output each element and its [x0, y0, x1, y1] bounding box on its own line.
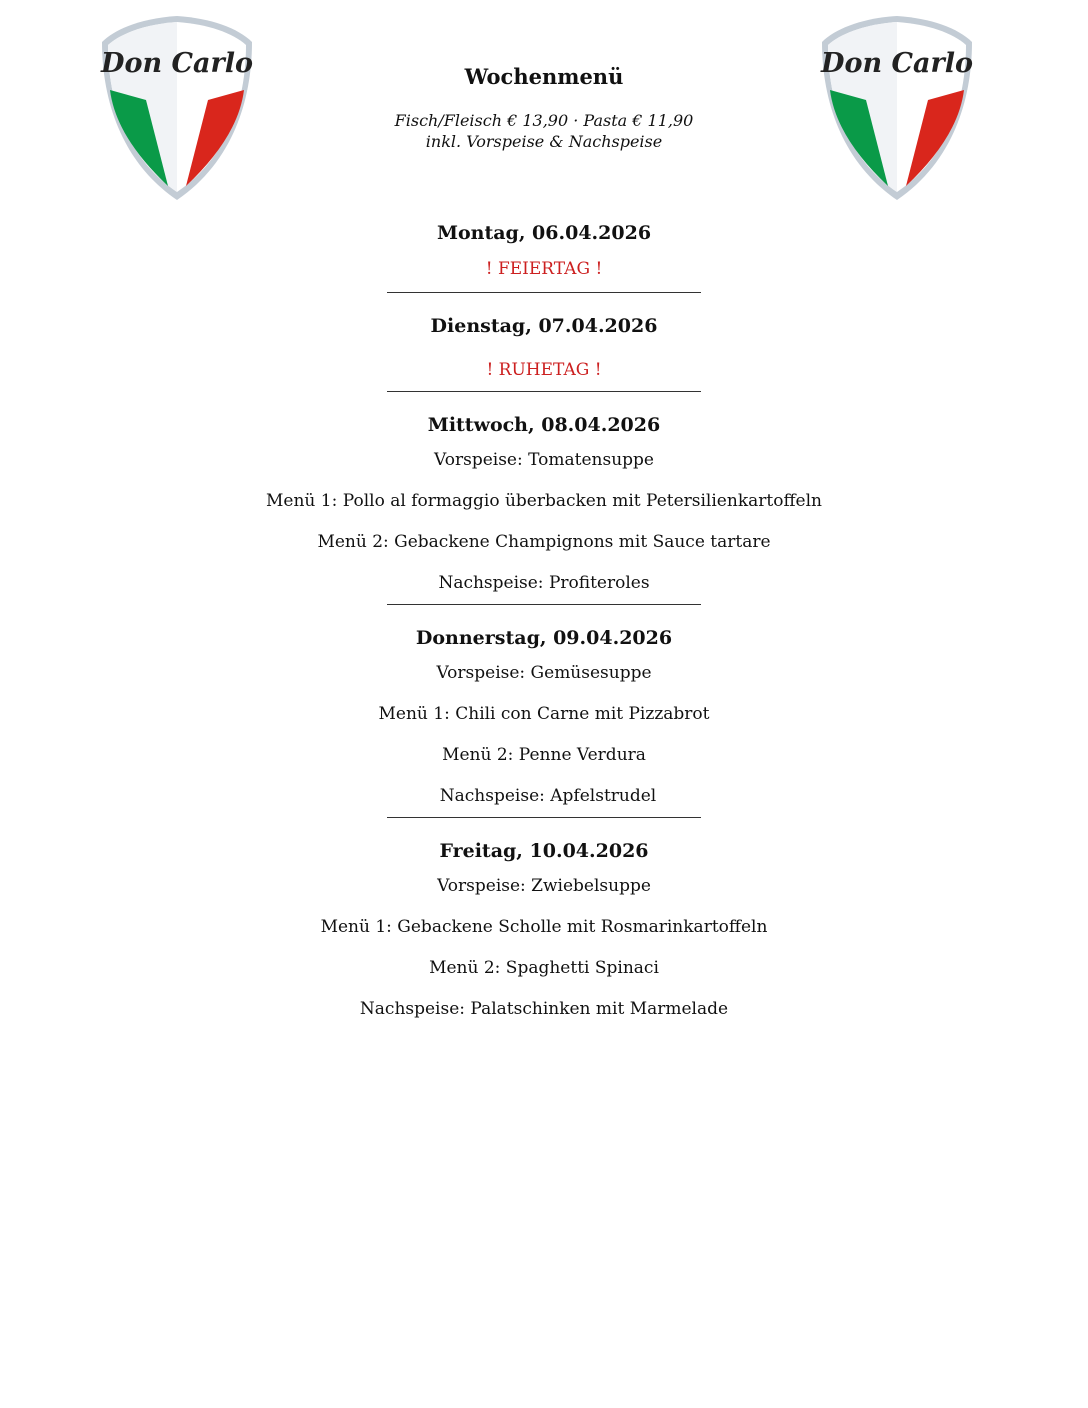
page-title: Wochenmenü — [464, 64, 624, 89]
don-carlo-logo-right — [820, 14, 974, 202]
divider — [387, 817, 701, 818]
day-wednesday — [0, 410, 1088, 604]
day-title: Freitag, 10.04.2026 — [439, 840, 649, 862]
divider — [387, 391, 701, 392]
day-thursday — [0, 623, 1088, 817]
don-carlo-logo-left — [100, 14, 254, 202]
menu2-line: Menü 2: Gebackene Champignons mit Sauce tartare — [317, 532, 771, 552]
divider — [387, 292, 701, 293]
day-tuesday — [0, 311, 1088, 385]
dessert-line: Nachspeise: Apfelstrudel — [439, 786, 657, 806]
dessert-line: Nachspeise: Profiteroles — [438, 573, 650, 593]
day-title: Dienstag, 07.04.2026 — [430, 315, 658, 337]
included-line: inkl. Vorspeise & Nachspeise — [425, 132, 663, 151]
dessert-line: Nachspeise: Palatschinken mit Marmelade — [359, 999, 729, 1019]
day-friday — [0, 836, 1088, 1030]
logo-text: Don Carlo — [101, 48, 253, 79]
day-title: Montag, 06.04.2026 — [436, 222, 652, 244]
menu2-line: Menü 2: Penne Verdura — [442, 745, 646, 765]
weekly-menu — [0, 218, 1088, 1030]
menu1-line: Menü 1: Pollo al formaggio überbacken mit Petersilienkartoffeln — [266, 491, 822, 511]
menu1-line: Menü 1: Chili con Carne mit Pizzabrot — [378, 704, 710, 724]
day-title: Mittwoch, 08.04.2026 — [427, 414, 661, 436]
day-monday — [0, 218, 1088, 286]
logo-text: Don Carlo — [821, 48, 973, 79]
shield-logo-icon — [100, 14, 254, 202]
day-notice: ! RUHETAG ! — [486, 360, 602, 380]
menu2-line: Menü 2: Spaghetti Spinaci — [429, 958, 659, 978]
day-notice: ! FEIERTAG ! — [485, 259, 603, 279]
starter-line: Vorspeise: Zwiebelsuppe — [437, 876, 651, 896]
day-title: Donnerstag, 09.04.2026 — [415, 627, 673, 649]
menu1-line: Menü 1: Gebackene Scholle mit Rosmarinkartoffeln — [320, 917, 768, 937]
divider — [387, 604, 701, 605]
price-line: Fisch/Fleisch € 13,90 · Pasta € 11,90 — [394, 111, 694, 130]
starter-line: Vorspeise: Tomatensuppe — [434, 450, 654, 470]
shield-logo-icon — [820, 14, 974, 202]
starter-line: Vorspeise: Gemüsesuppe — [436, 663, 652, 683]
